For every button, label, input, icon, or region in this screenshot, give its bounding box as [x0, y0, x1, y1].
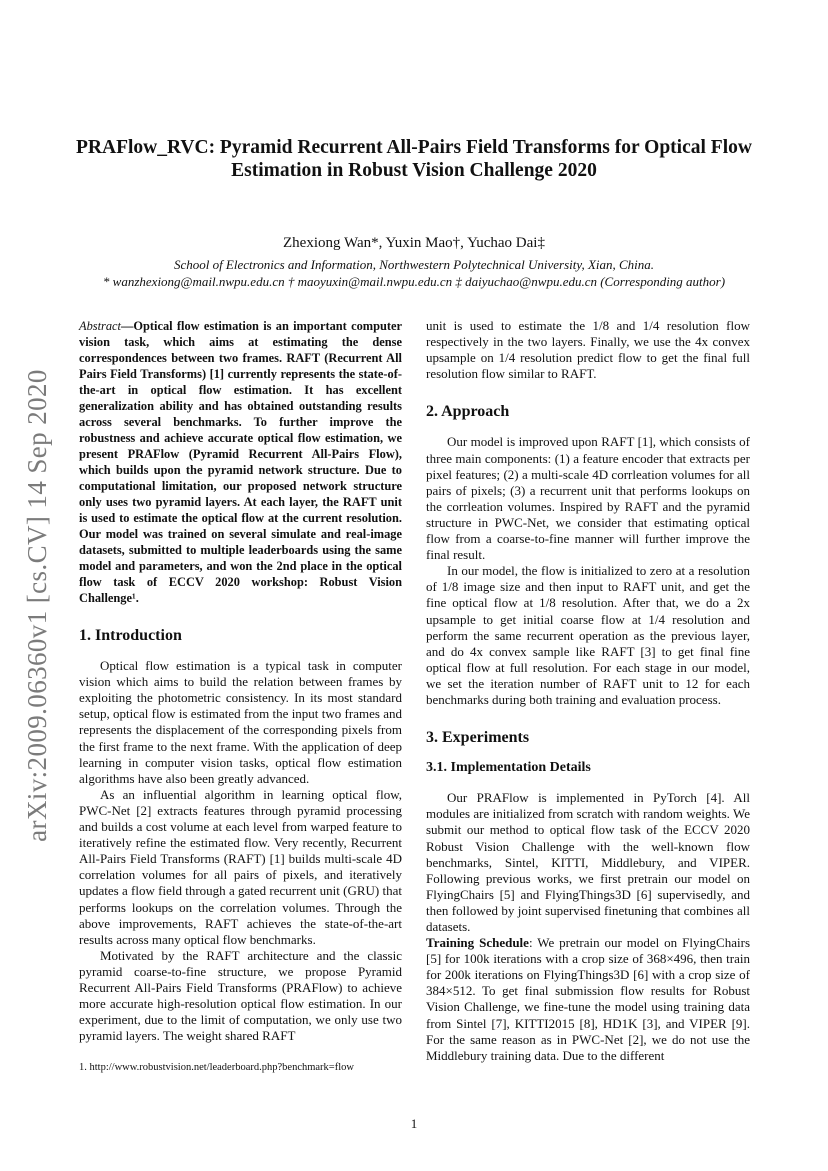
implementation-paragraph: Our PRAFlow is implemented in PyTorch [4]. All modules are initialized from scratch with random weights. We submit our method to optical flow task of the ECCV 2020 Robust Vision Challenge with the well-known flow benchmarks, Sintel, KITTI, Middlebury, and VIPER. Following previous works, we first pretrain our model on FlyingChairs [5] and FlyingThings3D [6] supervisedly, and then followed by joint supervised finetuning that combines all datasets.	[426, 790, 750, 934]
abstract-label: Abstract	[79, 319, 121, 333]
arxiv-stamp	[20, 365, 54, 845]
author-emails: * wanzhexiong@mail.nwpu.edu.cn † maoyuxin@mail.nwpu.edu.cn ‡ daiyuchao@nwpu.edu.cn (Corresponding author)	[102, 274, 726, 289]
intro-heading: 1. Introduction	[79, 627, 182, 644]
approach-heading: 2. Approach	[426, 403, 510, 421]
affiliation: School of Electronics and Information, Northwestern Polytechnical University, Xian, China.	[173, 257, 655, 272]
intro-paragraph-2: As an influential algorithm in learning optical flow, PWC-Net [2] extracts features through pyramid processing and builds a cost volume at each level from warped feature to iteratively refine the estimated flow. Very recently, Recurrent All-Pairs Field Transforms (RAFT) [1] builds multi-scale 4D correlation volumes for all pairs of pixels, and iteratively updates a flow field through a gated recurrent unit (GRU) that performs lookups on the correlation volumes. Through the above improvements, RAFT achieves the state-of-the-art results across many optical flow benchmarks.	[79, 786, 402, 947]
training-schedule-label: Training Schedule	[426, 935, 529, 951]
approach-paragraph-2: In our model, the flow is initialized to zero at a resolution of 1/8 image size and then input to RAFT unit, and get the fine optical flow at 1/8 resolution. After that, we do a 2x upsample to get initial coarse flow at 1/4 resolution and perform the same recurrent operation as the previous layer, and do 4x convex sample like RAFT [3] to get final fine optical flow at full resolution. For each stage in our model, we set the iteration number of RAFT unit to 12 for each benchmarks during both training and evaluation process.	[426, 563, 750, 707]
paper-title: PRAFlow_RVC: Pyramid Recurrent All-Pairs Field Transforms for Optical Flow Estimation in Robust Vision Challenge 2020	[76, 137, 752, 181]
intro-paragraph-3: Motivated by the RAFT architecture and the classic pyramid coarse-to-fine structure, we propose Pyramid Recurrent All-Pairs Field Transforms (PRAFlow) to achieve more accurate high-resolution optical flow estimation. In our experiment, due to the limit of computation, we only use two pyramid layers. The weight shared RAFT	[79, 947, 402, 1044]
footnote: 1. http://www.robustvision.net/leaderboard.php?benchmark=flow	[79, 1062, 354, 1073]
implementation-heading: 3.1. Implementation Details	[426, 760, 591, 776]
right-column	[426, 318, 750, 1064]
training-schedule-paragraph	[426, 935, 750, 1064]
abstract-text: —Optical flow estimation is an important computer vision task, which aims at estimating the dense correspondences between two frames. RAFT (Recurrent All Pairs Field Transforms) [1] currently represents the state-of-the-art in optical flow estimation. It has excellent generalization ability and has obtained outstanding results across several benchmarks. To further improve the robustness and achieve accurate optical flow estimation, we present PRAFlow (Pyramid Recurrent All-Pairs Flow), which builds upon the pyramid network structure. Due to computational limitation, our proposed network structure only uses two pyramid layers. At each layer, the RAFT unit is used to estimate the optical flow at the current resolution. Our model was trained on several simulate and real-image datasets, submitted to multiple leaderboards using the same model and parameters, and won the 2nd place in the optical flow task of ECCV 2020 workshop: Robust Vision Challenge¹.	[79, 319, 402, 605]
author-list: Zhexiong Wan*, Yuxin Mao†, Yuchao Dai‡	[283, 235, 545, 251]
arxiv-id: arXiv:2009.06360v1 [cs.CV] 14 Sep 2020	[21, 368, 52, 842]
experiments-heading: 3. Experiments	[426, 729, 530, 747]
left-column	[79, 318, 402, 1044]
training-schedule-text: : We pretrain our model on FlyingChairs [5] for 100k iterations with a crop size of 368×496, then train for 200k iterations on FlyingThings3D [6] with a crop size of 384×512. To get final submission flow results for Robust Vision Challenge, we fine-tune the model using training data from Sintel [7], KITTI2015 [8], HD1K [3], and VIPER [9]. For the same reason as in PWC-Net [2], we do not use the Middlebury training data. Due to the different	[426, 935, 750, 1063]
page-number: 1	[410, 1116, 418, 1131]
affiliation-block	[40, 256, 788, 290]
abstract	[79, 318, 402, 606]
intro-continuation: unit is used to estimate the 1/8 and 1/4 resolution flow respectively in the two layers. Finally, we use the 4x convex upsample on 1/4 resolution predict flow to get the final full resolution flow similar to RAFT.	[426, 318, 750, 382]
approach-paragraph-1: Our model is improved upon RAFT [1], which consists of three main components: (1) a feature encoder that extracts per pixel features; (2) a multi-scale 4D corrleation volumes for all pairs of pixels; (3) a recurrent unit that performs lookups on the corrleation volumes. Inspired by RAFT and the pyramid structure in PWC-Net, we consider that estimating optical flow from a coarse-to-fine manner will further improve the final result.	[426, 434, 750, 563]
intro-paragraph-1: Optical flow estimation is a typical task in computer vision which aims to build the relation between frames by exploiting the photometric consistency. In its most standard setup, optical flow is estimated from the input two frames and represents the displacement of the corresponding pixels from the first frame to the next frame. With the application of deep learning in computer vision tasks, optical flow estimation algorithms have also been greatly advanced.	[79, 658, 402, 786]
